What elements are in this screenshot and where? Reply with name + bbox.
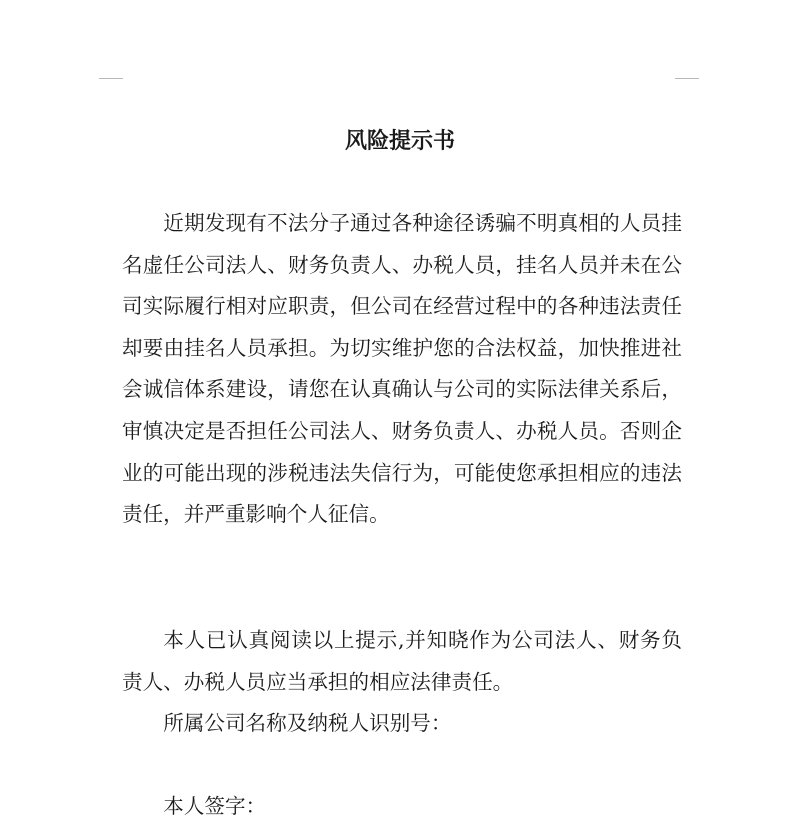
document-title: 风险提示书	[344, 129, 455, 154]
crop-mark-left	[99, 78, 123, 79]
company-info-label: 所属公司名称及纳税人识别号：	[163, 711, 452, 735]
crop-mark-right	[675, 78, 699, 79]
risk-warning-paragraph: 近期发现有不法分子通过各种途径诱骗不明真相的人员挂名虚任公司法人、财务负责人、办税人员，挂名人员并未在公司实际履行相对应职责，但公司在经营过程中的各种违法责任却要由挂名人员承担。为切实维护您的合法权益，加快推进社会诚信体系建设，请您在认真确认与公司的实际法律关系后，审慎决定是否担任公司法人、财务负责人、办税人员。否则企业的可能出现的涉税违法失信行为，可能使您承担相应的违法责任，并严重影响个人征信。	[122, 211, 682, 527]
signature-label: 本人签字：	[163, 794, 267, 818]
acknowledgement-paragraph: 本人已认真阅读以上提示,并知晓作为公司法人、财务负责人、办税人员应当承担的相应法律责任。	[122, 628, 682, 694]
